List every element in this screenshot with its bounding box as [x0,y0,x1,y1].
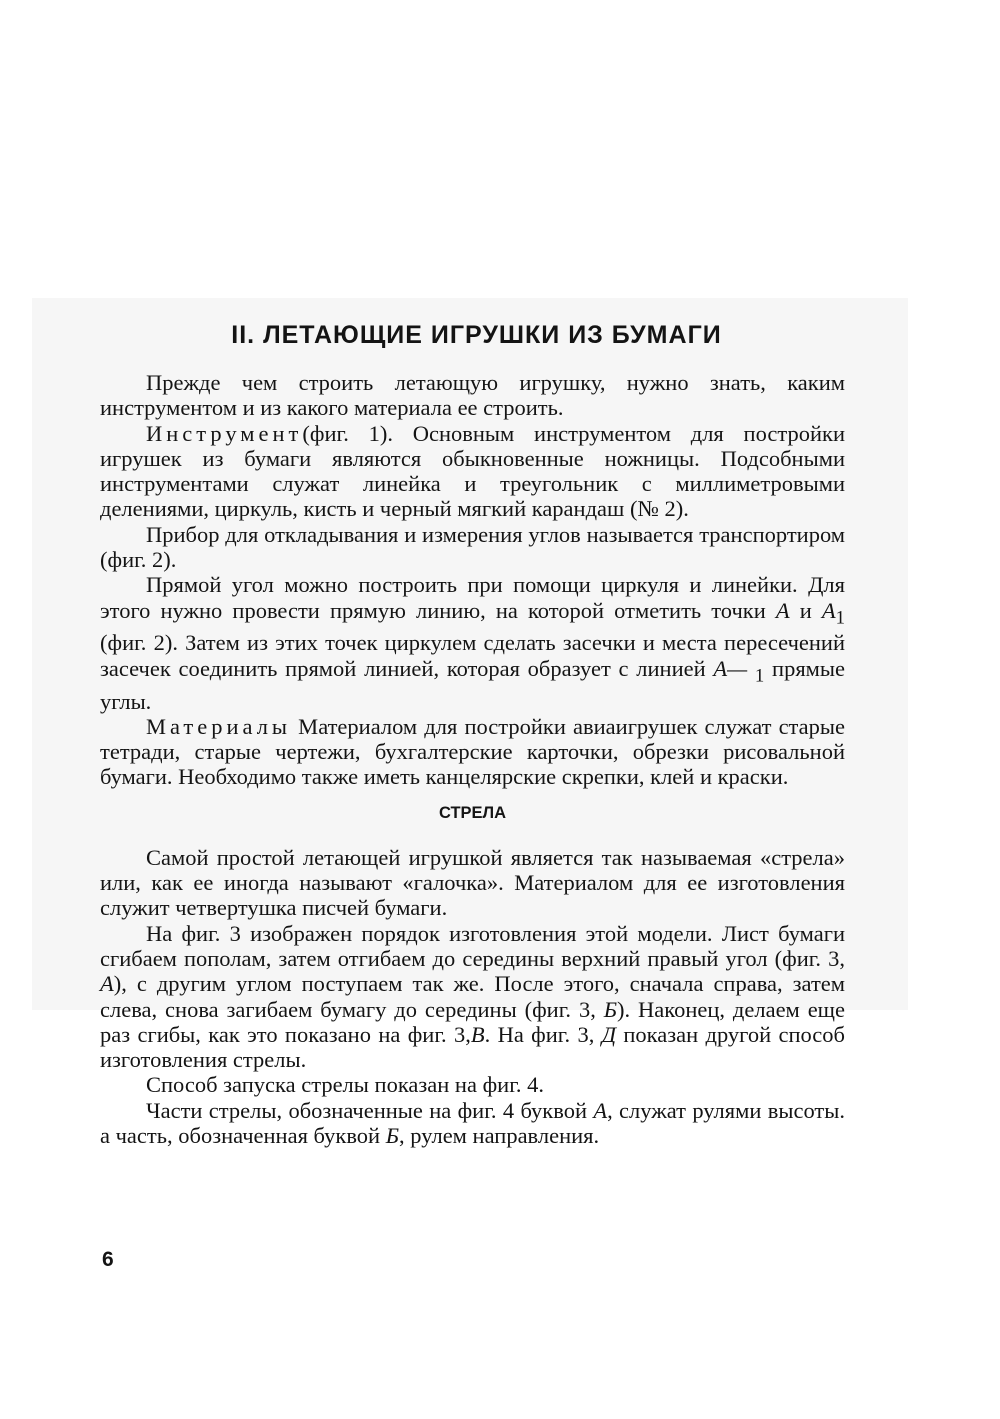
chapter-title: II. ЛЕТАЮЩИЕ ИГРУШКИ ИЗ БУМАГИ [231,321,722,349]
page-number: 6 [102,1248,114,1271]
launch-text: Способ запуска стрелы показан на фиг. 4. [146,1072,545,1098]
materials-paragraph [100,714,845,790]
line-a-label: A— [713,655,748,681]
arrow-steps-text-5: показан другой способ изготовления стрелы. [100,1021,845,1073]
tools-text: (фиг. 1). Основным инструментом для постройки игрушек из бумаги являются обыкновенные ножницы. Подсобными инструментами служат линейка и треугольник с миллиметровыми делениями, циркуль, кисть и черный мягкий карандаш (№ 2). [100,420,845,522]
launch-paragraph [100,1072,845,1097]
section-title: СТРЕЛА [438,803,507,822]
right-angle-text-2: и [789,597,822,623]
arrow-intro-text: Самой простой летающей игрушкой является так называемая «стрела» или, как ее иногда называют «галочка». Материалом для ее изготовления служит четвертушка писчей бумаги. [100,844,845,921]
right-angle-text-4: прямые углы. [100,655,846,714]
fig-d-label: Д [601,1021,617,1047]
arrow-intro-paragraph [100,845,845,921]
arrow-steps-text-2: ), с другим углом поступаем так же. После этого, сначала справа, затем слева, снова загибаем бумагу до середины (фиг. 3, [100,971,845,1022]
intro-paragraph [100,370,845,421]
arrow-steps-text-4: . На фиг. 3, [484,1021,602,1047]
protractor-text: Прибор для откладывания и измерения углов называется транспортиром (фиг. 2). [100,521,845,573]
right-angle-text-1: Прямой угол можно построить при помощи циркуля и линейки. Для этого нужно провести прямую линию, на которой отметить точки [100,572,845,623]
page-body [100,318,845,1148]
tools-paragraph [100,421,845,522]
line-subscript: 1 [754,665,765,687]
intro-text: Прежде чем строить летающую игрушку, нужно знать, каким инструментом и из какого материала ее строить. [100,370,845,421]
materials-text: Материалом для постройки авиаигрушек служат старые тетради, старые чертежи, бухгалтерские карточки, обрезки рисовальной бумаги. Необходимо также иметь канцелярские скрепки, клей и краски. [100,713,845,790]
point-a1-label: A [821,597,836,623]
parts-paragraph [100,1098,845,1149]
materials-heading: Материалы [146,713,292,739]
letter-a-label: A [593,1097,608,1123]
right-angle-text-3: (фиг. 2). Затем из этих точек циркулем сделать засечки и места пересечений засечек соединить прямой линией, которая образует с линией [100,630,845,681]
arrow-steps-text-3: ). Наконец, делаем еще раз сгибы, как это показано на фиг. 3, [100,996,845,1047]
fig-v-label: В [470,1021,485,1047]
letter-b-label: Б [385,1123,399,1149]
fig-a-label: A [100,971,114,997]
point-a-label: A [775,597,790,623]
right-angle-paragraph [100,572,845,713]
tools-heading: Инструмент [146,420,303,446]
arrow-steps-text-1: На фиг. 3 изображен порядок изготовления этой модели. Лист бумаги сгибаем пополам, затем отгибаем до середины верхний правый угол (фиг. 3, [100,920,845,971]
parts-text-1: Части стрелы, обозначенные на фиг. 4 буквой [146,1097,594,1123]
arrow-steps-paragraph [100,921,845,1073]
protractor-paragraph [100,522,845,573]
point-a1-subscript: 1 [835,607,845,629]
fig-b-label: Б [603,996,618,1022]
parts-text-2: , служат рулями высоты. а часть, обозначенная буквой [100,1097,846,1149]
parts-text-3: , рулем направления. [399,1123,600,1149]
